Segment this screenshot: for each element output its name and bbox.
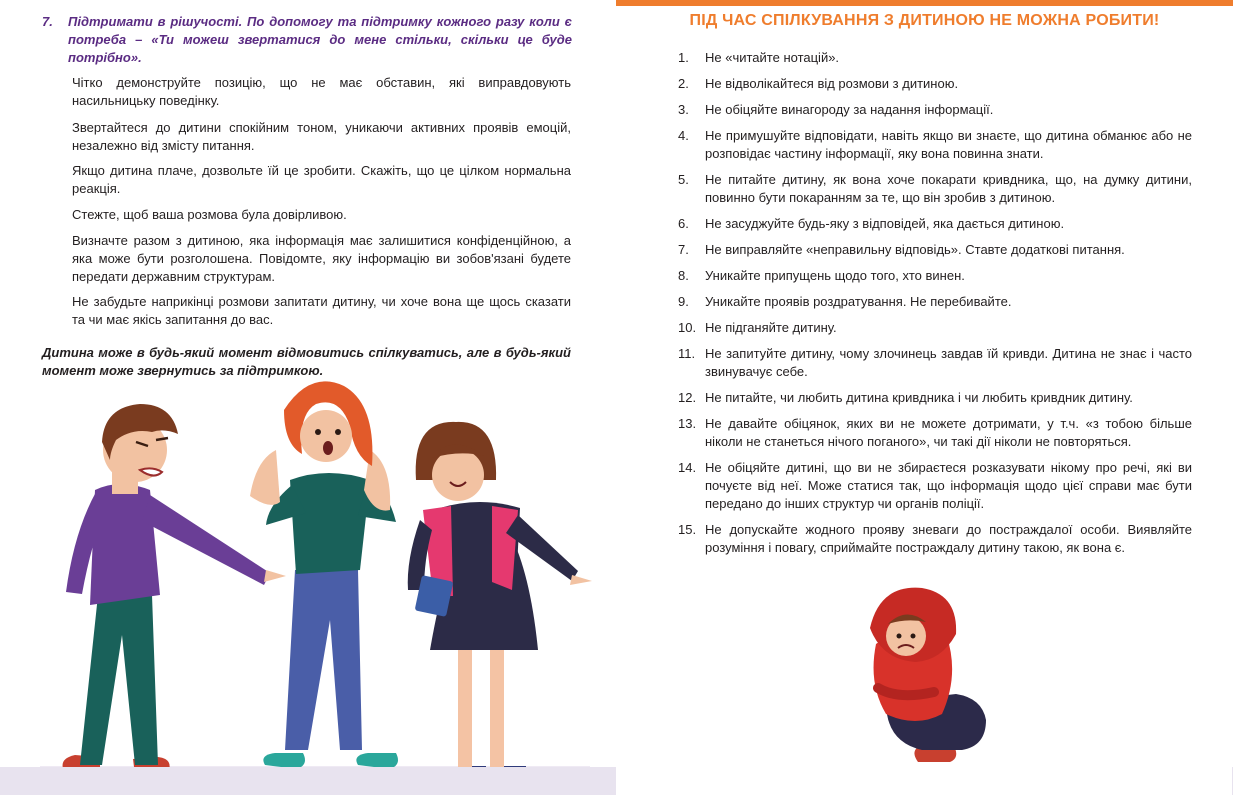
sad-child-illustration <box>856 584 996 769</box>
list-item <box>678 171 1192 207</box>
support-note: Дитина може в будь-який момент відмовитись спілкуватись, але в будь-який момент може звернутись за підтримкою. <box>42 345 571 378</box>
item-text: Уникайте проявів роздратування. Не перебивайте. <box>705 294 1012 309</box>
paragraph: Якщо дитина плаче, дозвольте їй це зробити. Скажіть, що це цілком нормальна реакція. <box>72 163 571 196</box>
paragraph: Звертайтеся до дитини спокійним тоном, уникаючи активних проявів емоцій, незалежно від змісту питання. <box>72 120 571 153</box>
list-item <box>678 215 1192 233</box>
item-number: 6. <box>678 216 689 231</box>
angry-boy-figure <box>63 404 286 775</box>
item-number: 12. <box>678 390 697 405</box>
item-text: Не давайте обіцянок, яких ви не можете дотримати, у т.ч. «з тобою більше ніколи не станеться нічого поганого», чи такі дії ніколи не повторяться. <box>705 416 1192 449</box>
list-item <box>678 75 1192 93</box>
list-item <box>678 521 1192 557</box>
item-number: 13. <box>678 416 697 431</box>
item-text: Не «читайте нотацій». <box>705 50 840 65</box>
paragraph: Стежте, щоб ваша розмова була довірливою. <box>72 207 347 222</box>
section-title: ПІД ЧАС СПІЛКУВАННЯ З ДИТИНОЮ НЕ МОЖНА РОБИТИ! <box>689 12 1160 29</box>
right-page <box>616 0 1233 795</box>
item-number: 4. <box>678 128 689 143</box>
list-item <box>678 459 1192 513</box>
list-item <box>678 415 1192 451</box>
item-number: 3. <box>678 102 689 117</box>
list-item <box>678 127 1192 163</box>
item-number: 14. <box>678 460 697 475</box>
item-number: 10. <box>678 320 697 335</box>
list-item <box>678 389 1192 407</box>
list-item <box>678 345 1192 381</box>
paragraph: Не забудьте наприкінці розмови запитати дитину, чи хоче вона ще щось сказати та чи має якісь запитання до вас. <box>72 294 571 327</box>
list-item <box>678 241 1192 259</box>
item-text: Не обіцяйте винагороду за надання інформації. <box>705 102 994 117</box>
item-text: Не примушуйте відповідати, навіть якщо ви знаєте, що дитина обманює або не розповідає частину інформації, яку вона повинна знати. <box>705 128 1192 161</box>
item-number: 15. <box>678 522 697 537</box>
item-number: 8. <box>678 268 689 283</box>
list-item <box>678 49 1192 67</box>
list-item <box>678 293 1192 311</box>
paragraph: Визначте разом з дитиною, яка інформація має залишитися конфіденційною, а яка може бути розголошена. Повідомте, яку інформацію ви зобов'язані будете передати державним структурам. <box>72 233 571 284</box>
list-item <box>678 319 1192 337</box>
list-item-7 <box>42 13 572 67</box>
item-number: 1. <box>678 50 689 65</box>
children-illustration <box>40 380 600 795</box>
list-item <box>678 101 1192 119</box>
item-text: Не допускайте жодного прояву зневаги до постраждалої особи. Виявляйте розуміння і повагу, сприймайте постраждалу дитину такою, як вона є. <box>705 522 1192 555</box>
item-number: 5. <box>678 172 689 187</box>
girl-with-book-figure <box>408 422 592 778</box>
list-item <box>678 267 1192 285</box>
item-text: Не підганяйте дитину. <box>705 320 837 335</box>
rules-list <box>678 49 1192 565</box>
floor-band <box>0 767 616 795</box>
item-text: Не питайте дитину, як вона хоче покарати кривдника, що, на думку дитини, повинно бути покаранням за те, що він зробив з дитиною. <box>705 172 1192 205</box>
item-number: 7. <box>678 242 689 257</box>
item-number: 7. <box>42 14 53 29</box>
item-text: Не відволікайтеся від розмови з дитиною. <box>705 76 959 91</box>
item-text: Не засуджуйте будь-яку з відповідей, яка дається дитиною. <box>705 216 1065 231</box>
item-text: Підтримати в рішучості. По допомогу та підтримку кожного разу коли є потреба – «Ти можеш звертатися до мене стільки, скільки це буде потрібно». <box>68 14 572 65</box>
left-page <box>0 0 616 795</box>
item-text: Уникайте припущень щодо того, хто винен. <box>705 268 965 283</box>
item-number: 11. <box>678 346 696 361</box>
paragraph: Чітко демонструйте позицію, що не має обставин, які виправдовують насильницьку поведінку. <box>72 75 571 108</box>
item-text: Не обіцяйте дитині, що ви не збираєтеся розказувати нікому про речі, які ви почуєте від неї. Може статися так, що інформація щодо цієї справи має бути передано до інших структур чи органів поліції. <box>705 460 1192 511</box>
item-text: Не запитуйте дитину, чому злочинець завдав їй кривди. Дитина не знає і часто звинувачує себе. <box>705 346 1192 379</box>
item-number: 9. <box>678 294 689 309</box>
item-text: Не питайте, чи любить дитина кривдника і чи любить кривдник дитину. <box>705 390 1133 405</box>
item-number: 2. <box>678 76 689 91</box>
item-text: Не виправляйте «неправильну відповідь». Ставте додаткові питання. <box>705 242 1125 257</box>
